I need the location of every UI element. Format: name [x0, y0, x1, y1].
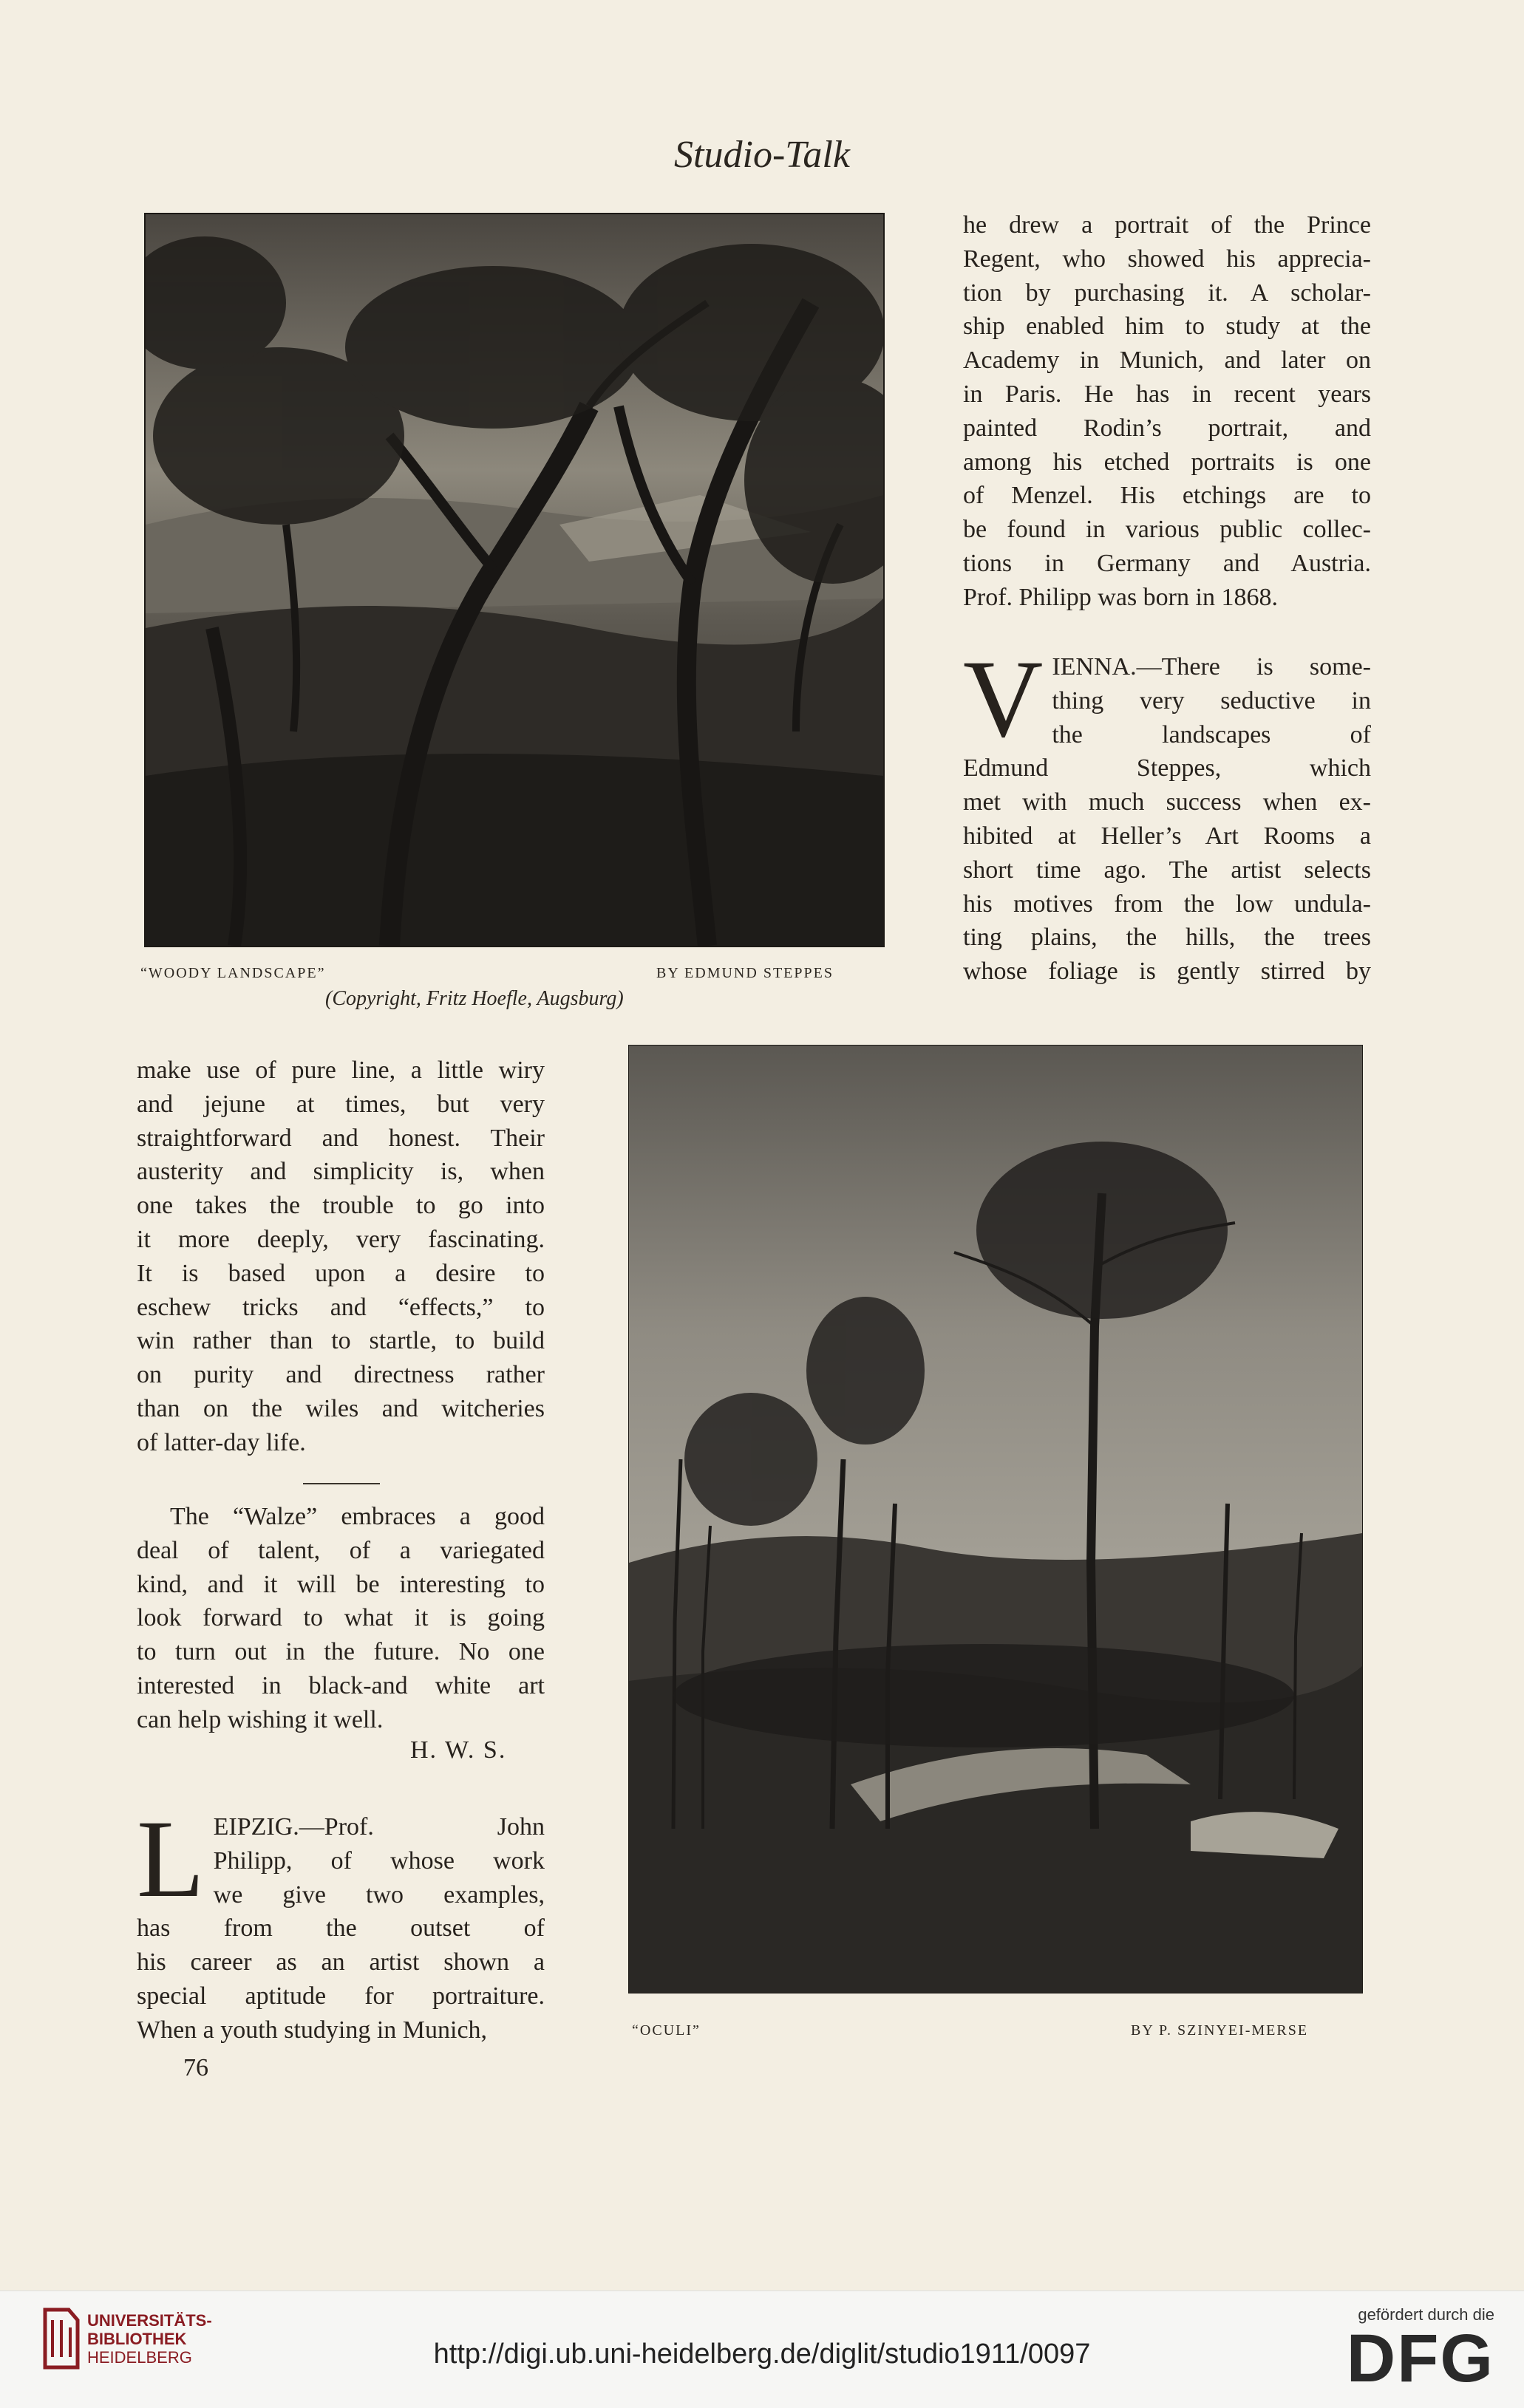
text-line: tion by purchasing it. A scholar- [963, 279, 1371, 307]
text-line: It is based upon a desire to [137, 1259, 545, 1287]
text-line: The “Walze” embraces a good [170, 1503, 545, 1530]
left-column-text [137, 1054, 545, 1460]
text-line: his career as an artist shown a [137, 1948, 545, 1976]
text-line: of Menzel. His etchings are to [963, 482, 1371, 510]
vienna-paragraph [963, 638, 1371, 989]
text-line: painted Rodin’s portrait, and [963, 414, 1371, 442]
plate2-caption-title: “OCULI” [632, 2022, 701, 2039]
text-line: tions in Germany and Austria. [963, 549, 1371, 577]
section-divider [303, 1483, 380, 1484]
text-line: look forward to what it is going [137, 1604, 545, 1632]
text-line: IENNA.—There is some- [1052, 653, 1371, 681]
text-line: and jejune at times, but very [137, 1090, 545, 1118]
text-line: Philipp, of whose work [213, 1846, 545, 1875]
text-line: deal of talent, of a variegated [137, 1536, 545, 1564]
text-line: make use of pure line, a little wiry [137, 1057, 545, 1084]
leipzig-dropcap: L [137, 1798, 205, 1920]
text-line: When a youth studying in Munich, [137, 2016, 488, 2044]
text-line: met with much success when ex- [963, 788, 1371, 816]
author-signature: H. W. S. [410, 1736, 507, 1764]
text-line: hibited at Heller’s Art Rooms a [963, 822, 1371, 850]
text-line: one takes the trouble to go into [137, 1192, 545, 1220]
text-line: kind, and it will be interesting to [137, 1570, 545, 1598]
plate1-caption-artist: BY EDMUND STEPPES [656, 965, 834, 981]
library-line: HEIDELBERG [87, 2348, 192, 2367]
text-line: than on the wiles and witcheries [137, 1394, 545, 1422]
dfg-logo: DFG [1346, 2321, 1494, 2396]
text-line: ship enabled him to study at the [963, 313, 1371, 341]
text-line: whose foliage is gently stirred by [963, 958, 1371, 986]
text-line: Edmund Steppes, which [963, 754, 1371, 782]
text-line: austerity and simplicity is, when [137, 1158, 545, 1186]
vienna-dropcap: V [963, 638, 1044, 760]
text-line: Prof. Philipp was born in 1868. [963, 583, 1278, 611]
text-line: it more deeply, very fascinating. [137, 1225, 545, 1253]
page-number: 76 [183, 2054, 208, 2081]
plate2-caption-artist: BY P. SZINYEI-MERSE [1131, 2022, 1309, 2039]
library-line: UNIVERSITÄTS- [87, 2311, 212, 2330]
text-line: EIPZIG.—Prof. John [213, 1813, 545, 1841]
text-line: among his etched portraits is one [963, 448, 1371, 476]
permalink-url[interactable]: http://digi.ub.uni-heidelberg.de/diglit/studio1911/0097 [433, 2339, 1091, 2370]
text-line: he drew a portrait of the Prince [963, 211, 1371, 239]
text-line: we give two examples, [213, 1880, 545, 1909]
text-line: his motives from the low undula- [963, 890, 1371, 918]
library-line: BIBLIOTHEK [87, 2330, 187, 2348]
plate1-copyright-credit: (Copyright, Fritz Hoefle, Augsburg) [325, 987, 624, 1010]
text-line: on purity and directness rather [137, 1361, 545, 1389]
walze-paragraph [137, 1500, 545, 1737]
right-column-top-text [963, 208, 1371, 615]
funding-note: gefördert durch die [1358, 2305, 1494, 2324]
text-line: can help wishing it well. [137, 1705, 384, 1733]
text-line: be found in various public collec- [963, 516, 1371, 544]
oculi-plate [628, 1045, 1363, 1993]
plate1-caption-title: “WOODY LANDSCAPE” [140, 965, 326, 981]
text-line: ting plains, the hills, the trees [963, 924, 1371, 952]
text-line: thing very seductive in [1052, 686, 1371, 714]
text-line: in Paris. He has in recent years [963, 380, 1371, 408]
text-line: special aptitude for portraiture. [137, 1982, 545, 2010]
text-line: to turn out in the future. No one [137, 1638, 545, 1666]
text-line: straightforward and honest. Their [137, 1124, 545, 1152]
text-line: Regent, who showed his apprecia- [963, 245, 1371, 273]
leipzig-paragraph [137, 1798, 545, 2047]
text-line: Academy in Munich, and later on [963, 347, 1371, 375]
text-line: the landscapes of [1052, 720, 1371, 748]
text-line: of latter-day life. [137, 1428, 306, 1456]
text-line: short time ago. The artist selects [963, 856, 1371, 884]
text-line: has from the outset of [137, 1914, 545, 1943]
text-line: interested in black-and white art [137, 1671, 545, 1699]
woody-landscape-plate [144, 213, 885, 947]
text-line: eschew tricks and “effects,” to [137, 1293, 545, 1321]
text-line: win rather than to startle, to build [137, 1327, 545, 1355]
running-title: Studio-Talk [674, 134, 850, 176]
